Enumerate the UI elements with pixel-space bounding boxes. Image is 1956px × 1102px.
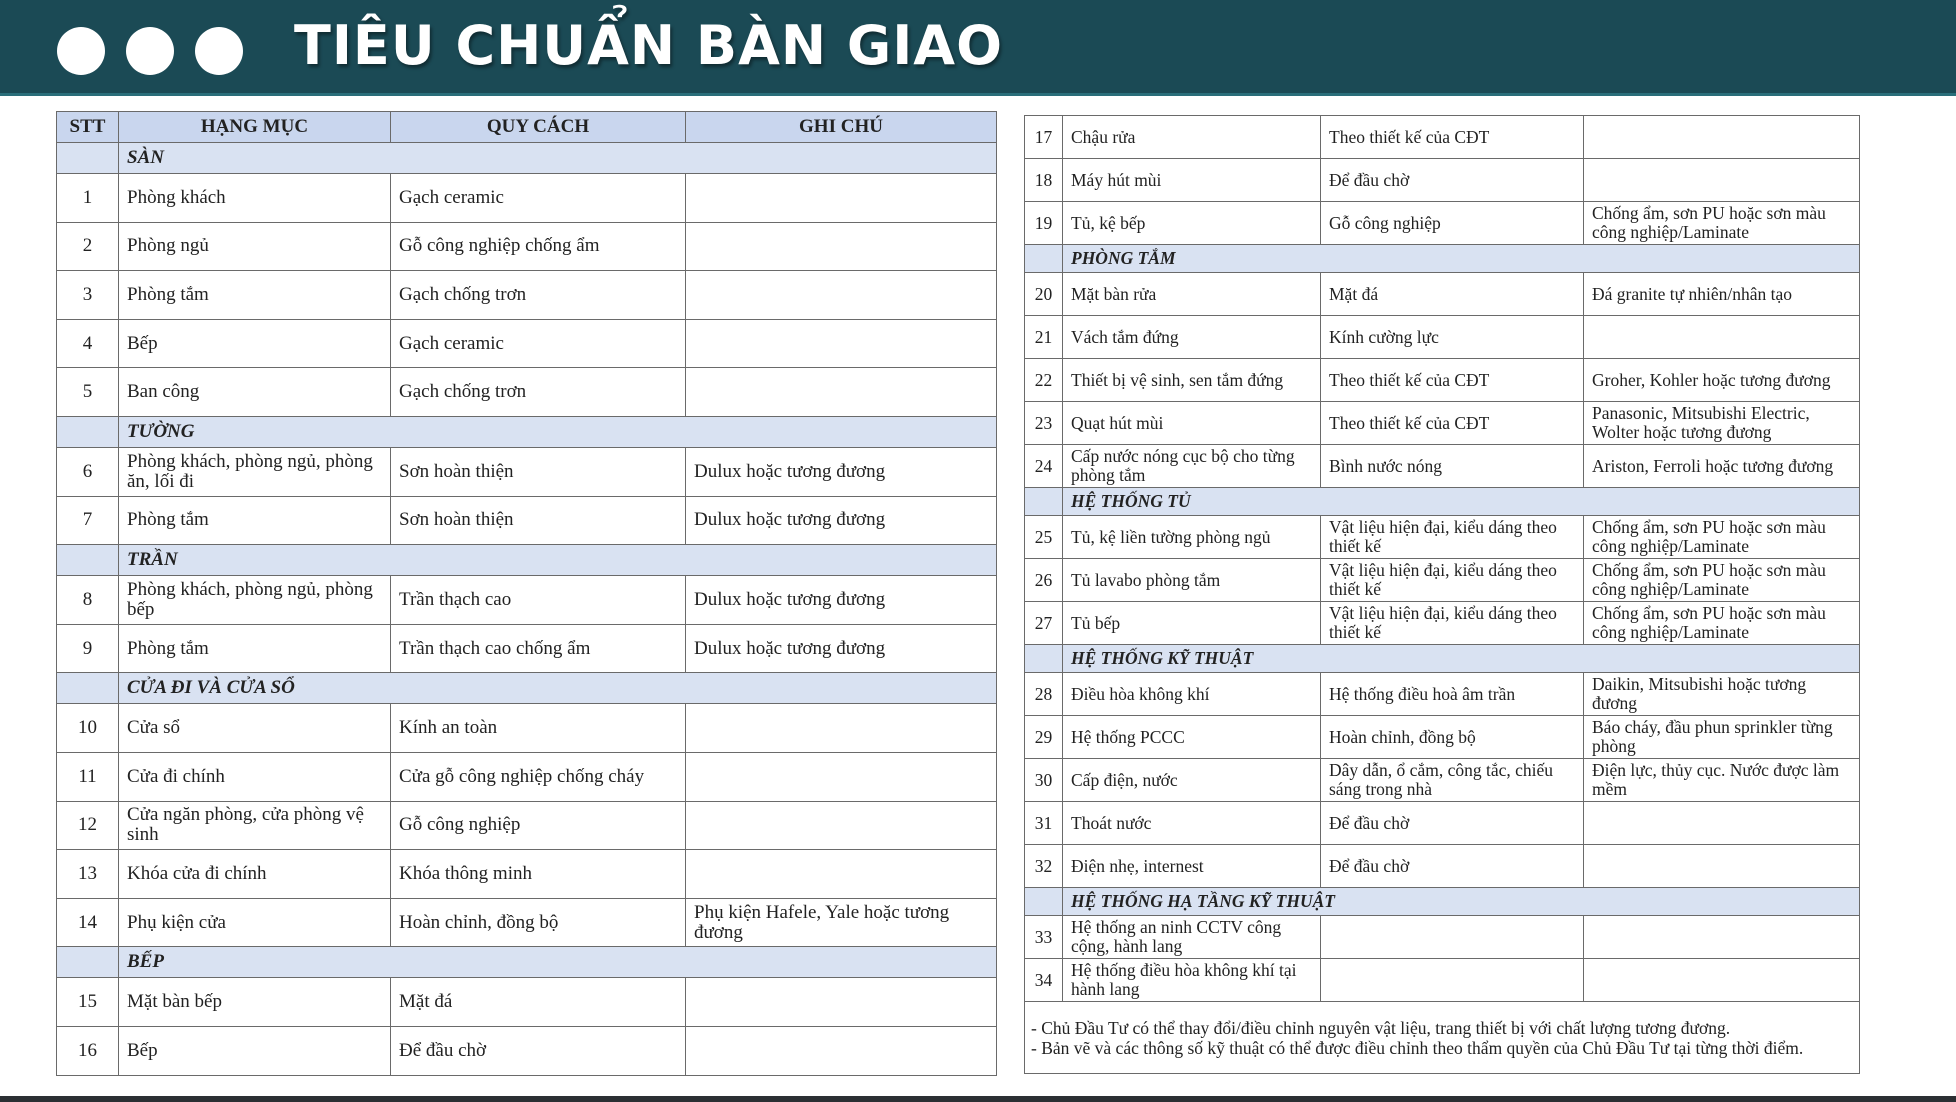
item-cell: Hệ thống an ninh CCTV công cộng, hành lang <box>1063 916 1321 959</box>
circle-icon <box>57 27 105 75</box>
table-row <box>57 222 997 271</box>
item-cell: Mặt bàn rửa <box>1063 273 1321 316</box>
section-stt-cell <box>57 545 119 576</box>
stt-cell: 6 <box>57 447 119 496</box>
note-cell <box>686 271 997 320</box>
item-cell: Phòng tắm <box>119 624 391 673</box>
spec-cell: Mặt đá <box>1321 273 1584 316</box>
note-cell: Chống ẩm, sơn PU hoặc sơn màu công nghiệp/Laminate <box>1584 202 1860 245</box>
handover-table-right <box>1024 115 1860 1074</box>
note-cell: Chống ẩm, sơn PU hoặc sơn màu công nghiệp/Laminate <box>1584 602 1860 645</box>
note-cell <box>686 850 997 899</box>
table-row <box>1025 316 1860 359</box>
item-cell: Phòng tắm <box>119 271 391 320</box>
item-cell: Hệ thống điều hòa không khí tại hành lang <box>1063 959 1321 1002</box>
spec-cell: Vật liệu hiện đại, kiểu dáng theo thiết kế <box>1321 516 1584 559</box>
section-stt-cell <box>1025 488 1063 516</box>
note-cell <box>686 752 997 801</box>
stt-cell: 34 <box>1025 959 1063 1002</box>
note-cell <box>1584 802 1860 845</box>
item-cell: Chậu rửa <box>1063 116 1321 159</box>
note-cell: Panasonic, Mitsubishi Electric, Wolter hoặc tương đương <box>1584 402 1860 445</box>
note-cell <box>686 704 997 753</box>
title-bar <box>0 0 1956 96</box>
table-row <box>57 1026 997 1075</box>
note-cell: Dulux hoặc tương đương <box>686 447 997 496</box>
stt-cell: 19 <box>1025 202 1063 245</box>
table-row <box>1025 802 1860 845</box>
stt-cell: 9 <box>57 624 119 673</box>
spec-cell: Gỗ công nghiệp <box>391 801 686 850</box>
section-row <box>57 416 997 447</box>
table-row <box>57 447 997 496</box>
stt-cell: 21 <box>1025 316 1063 359</box>
table-row <box>1025 445 1860 488</box>
item-cell: Cửa ngăn phòng, cửa phòng vệ sinh <box>119 801 391 850</box>
note-cell <box>1584 316 1860 359</box>
stt-cell: 2 <box>57 222 119 271</box>
stt-cell: 16 <box>57 1026 119 1075</box>
table-row <box>57 319 997 368</box>
section-stt-cell <box>57 673 119 704</box>
note-cell <box>686 319 997 368</box>
stt-cell: 8 <box>57 576 119 625</box>
note-cell: Groher, Kohler hoặc tương đương <box>1584 359 1860 402</box>
section-stt-cell <box>1025 888 1063 916</box>
spec-cell: Gạch chống trơn <box>391 271 686 320</box>
column-header-note: GHI CHÚ <box>686 112 997 143</box>
stt-cell: 32 <box>1025 845 1063 888</box>
spec-cell: Sơn hoàn thiện <box>391 447 686 496</box>
table-row <box>57 752 997 801</box>
page-title: TIÊU CHUẨN BÀN GIAO <box>294 14 1003 77</box>
section-title: TƯỜNG <box>119 416 997 447</box>
spec-cell: Để đầu chờ <box>1321 159 1584 202</box>
table-row <box>1025 716 1860 759</box>
note-cell <box>686 978 997 1027</box>
column-header-spec: QUY CÁCH <box>391 112 686 143</box>
spec-cell: Theo thiết kế của CĐT <box>1321 359 1584 402</box>
table-row <box>1025 516 1860 559</box>
handover-table-left <box>56 111 997 1076</box>
spec-cell: Dây dẫn, ổ cắm, công tắc, chiếu sáng trong nhà <box>1321 759 1584 802</box>
table-row <box>57 496 997 545</box>
item-cell: Tủ, kệ bếp <box>1063 202 1321 245</box>
stt-cell: 12 <box>57 801 119 850</box>
item-cell: Phụ kiện cửa <box>119 898 391 947</box>
note-cell <box>686 801 997 850</box>
table-row <box>57 978 997 1027</box>
table-row <box>1025 159 1860 202</box>
section-title: TRẦN <box>119 545 997 576</box>
table-row <box>57 704 997 753</box>
section-row <box>1025 645 1860 673</box>
section-stt-cell <box>1025 245 1063 273</box>
item-cell: Tủ lavabo phòng tắm <box>1063 559 1321 602</box>
table-row <box>1025 673 1860 716</box>
spec-cell: Để đầu chờ <box>391 1026 686 1075</box>
note-cell: Dulux hoặc tương đương <box>686 624 997 673</box>
section-stt-cell <box>57 416 119 447</box>
note-cell: Chống ẩm, sơn PU hoặc sơn màu công nghiệp/Laminate <box>1584 559 1860 602</box>
item-cell: Điện nhẹ, internest <box>1063 845 1321 888</box>
note-cell <box>1584 116 1860 159</box>
spec-cell: Trần thạch cao chống ẩm <box>391 624 686 673</box>
stt-cell: 31 <box>1025 802 1063 845</box>
spec-cell: Theo thiết kế của CĐT <box>1321 402 1584 445</box>
note-cell <box>1584 845 1860 888</box>
stt-cell: 22 <box>1025 359 1063 402</box>
spec-cell: Cửa gỗ công nghiệp chống cháy <box>391 752 686 801</box>
stt-cell: 26 <box>1025 559 1063 602</box>
spec-cell: Kính an toàn <box>391 704 686 753</box>
section-title: PHÒNG TẮM <box>1063 245 1860 273</box>
section-row <box>57 673 997 704</box>
item-cell: Bếp <box>119 1026 391 1075</box>
spec-cell: Vật liệu hiện đại, kiểu dáng theo thiết kế <box>1321 602 1584 645</box>
stt-cell: 20 <box>1025 273 1063 316</box>
section-stt-cell <box>57 143 119 174</box>
table-row <box>1025 916 1860 959</box>
stt-cell: 13 <box>57 850 119 899</box>
note-cell <box>1584 159 1860 202</box>
stt-cell: 28 <box>1025 673 1063 716</box>
section-stt-cell <box>57 947 119 978</box>
spec-cell: Kính cường lực <box>1321 316 1584 359</box>
table-row <box>57 368 997 417</box>
circle-icon <box>195 27 243 75</box>
bottom-bar <box>0 1096 1956 1102</box>
spec-cell: Bình nước nóng <box>1321 445 1584 488</box>
spec-cell: Theo thiết kế của CĐT <box>1321 116 1584 159</box>
stt-cell: 3 <box>57 271 119 320</box>
section-title: CỬA ĐI VÀ CỬA SỔ <box>119 673 997 704</box>
item-cell: Tủ bếp <box>1063 602 1321 645</box>
section-stt-cell <box>1025 645 1063 673</box>
column-header-stt: STT <box>57 112 119 143</box>
stt-cell: 27 <box>1025 602 1063 645</box>
column-header-item: HẠNG MỤC <box>119 112 391 143</box>
stt-cell: 14 <box>57 898 119 947</box>
note-cell: Chống ẩm, sơn PU hoặc sơn màu công nghiệp/Laminate <box>1584 516 1860 559</box>
table-row <box>1025 559 1860 602</box>
section-title: BẾP <box>119 947 997 978</box>
note-cell: Dulux hoặc tương đương <box>686 496 997 545</box>
stt-cell: 23 <box>1025 402 1063 445</box>
table-row <box>1025 273 1860 316</box>
table-row <box>57 801 997 850</box>
item-cell: Phòng khách, phòng ngủ, phòng bếp <box>119 576 391 625</box>
stt-cell: 30 <box>1025 759 1063 802</box>
stt-cell: 17 <box>1025 116 1063 159</box>
item-cell: Khóa cửa đi chính <box>119 850 391 899</box>
table-header-row <box>57 112 997 143</box>
stt-cell: 15 <box>57 978 119 1027</box>
section-title: HỆ THỐNG TỦ <box>1063 488 1860 516</box>
spec-cell: Sơn hoàn thiện <box>391 496 686 545</box>
note-cell: Báo cháy, đầu phun sprinkler từng phòng <box>1584 716 1860 759</box>
note-cell: Daikin, Mitsubishi hoặc tương đương <box>1584 673 1860 716</box>
spec-cell: Gạch chống trơn <box>391 368 686 417</box>
table-row <box>1025 202 1860 245</box>
table-row <box>1025 959 1860 1002</box>
table-row <box>1025 359 1860 402</box>
item-cell: Quạt hút mùi <box>1063 402 1321 445</box>
stt-cell: 29 <box>1025 716 1063 759</box>
section-row <box>57 947 997 978</box>
item-cell: Cửa đi chính <box>119 752 391 801</box>
table-row <box>57 850 997 899</box>
stt-cell: 33 <box>1025 916 1063 959</box>
note-cell <box>686 1026 997 1075</box>
item-cell: Mặt bàn bếp <box>119 978 391 1027</box>
stt-cell: 4 <box>57 319 119 368</box>
spec-cell <box>1321 916 1584 959</box>
section-title: HỆ THỐNG KỸ THUẬT <box>1063 645 1860 673</box>
footnotes <box>1025 1002 1860 1074</box>
spec-cell: Gỗ công nghiệp <box>1321 202 1584 245</box>
item-cell: Thoát nước <box>1063 802 1321 845</box>
note-cell: Đá granite tự nhiên/nhân tạo <box>1584 273 1860 316</box>
note-cell <box>686 368 997 417</box>
note-cell: Ariston, Ferroli hoặc tương đương <box>1584 445 1860 488</box>
item-cell: Cấp điện, nước <box>1063 759 1321 802</box>
note-cell <box>1584 959 1860 1002</box>
stt-cell: 1 <box>57 174 119 223</box>
item-cell: Phòng khách <box>119 174 391 223</box>
spec-cell: Vật liệu hiện đại, kiểu dáng theo thiết kế <box>1321 559 1584 602</box>
stt-cell: 24 <box>1025 445 1063 488</box>
note-cell: Phụ kiện Hafele, Yale hoặc tương đương <box>686 898 997 947</box>
stt-cell: 11 <box>57 752 119 801</box>
item-cell: Cửa sổ <box>119 704 391 753</box>
section-row <box>1025 488 1860 516</box>
item-cell: Ban công <box>119 368 391 417</box>
item-cell: Phòng khách, phòng ngủ, phòng ăn, lối đi <box>119 447 391 496</box>
section-row <box>57 545 997 576</box>
stt-cell: 7 <box>57 496 119 545</box>
section-row <box>1025 888 1860 916</box>
spec-cell: Khóa thông minh <box>391 850 686 899</box>
table-row <box>57 576 997 625</box>
circle-icon <box>126 27 174 75</box>
item-cell: Hệ thống PCCC <box>1063 716 1321 759</box>
item-cell: Phòng tắm <box>119 496 391 545</box>
spec-cell: Gạch ceramic <box>391 319 686 368</box>
table-row <box>1025 402 1860 445</box>
section-row <box>1025 245 1860 273</box>
note-cell <box>686 174 997 223</box>
spec-cell: Để đầu chờ <box>1321 802 1584 845</box>
item-cell: Bếp <box>119 319 391 368</box>
item-cell: Cấp nước nóng cục bộ cho từng phòng tắm <box>1063 445 1321 488</box>
stt-cell: 5 <box>57 368 119 417</box>
note-cell <box>1584 916 1860 959</box>
section-title: SÀN <box>119 143 997 174</box>
table-row <box>57 624 997 673</box>
spec-cell: Gỗ công nghiệp chống ẩm <box>391 222 686 271</box>
spec-cell <box>1321 959 1584 1002</box>
stt-cell: 18 <box>1025 159 1063 202</box>
stt-cell: 25 <box>1025 516 1063 559</box>
note-cell: Điện lực, thủy cục. Nước được làm mềm <box>1584 759 1860 802</box>
item-cell: Vách tắm đứng <box>1063 316 1321 359</box>
spec-cell: Mặt đá <box>391 978 686 1027</box>
table-row <box>1025 116 1860 159</box>
note-cell: Dulux hoặc tương đương <box>686 576 997 625</box>
spec-cell: Để đầu chờ <box>1321 845 1584 888</box>
item-cell: Phòng ngủ <box>119 222 391 271</box>
spec-cell: Gạch ceramic <box>391 174 686 223</box>
item-cell: Thiết bị vệ sinh, sen tắm đứng <box>1063 359 1321 402</box>
section-title: HỆ THỐNG HẠ TẦNG KỸ THUẬT <box>1063 888 1860 916</box>
table-row <box>57 174 997 223</box>
spec-cell: Hoàn chỉnh, đồng bộ <box>1321 716 1584 759</box>
spec-cell: Hoàn chỉnh, đồng bộ <box>391 898 686 947</box>
table-row <box>1025 759 1860 802</box>
note-cell <box>686 222 997 271</box>
section-row <box>57 143 997 174</box>
stt-cell: 10 <box>57 704 119 753</box>
spec-cell: Trần thạch cao <box>391 576 686 625</box>
spec-cell: Hệ thống điều hoà âm trần <box>1321 673 1584 716</box>
item-cell: Điều hòa không khí <box>1063 673 1321 716</box>
item-cell: Máy hút mùi <box>1063 159 1321 202</box>
notes-row <box>1025 1002 1860 1074</box>
item-cell: Tủ, kệ liền tường phòng ngủ <box>1063 516 1321 559</box>
table-row <box>1025 602 1860 645</box>
table-row <box>1025 845 1860 888</box>
footnote: - Bản vẽ và các thông số kỹ thuật có thể được điều chỉnh theo thẩm quyền của Chủ Đầu Tư tại từng thời điểm. <box>1031 1037 1804 1058</box>
footnote: - Chủ Đầu Tư có thể thay đổi/điều chỉnh nguyên vật liệu, trang thiết bị với chất lượng tương đương. <box>1031 1017 1731 1038</box>
table-row <box>57 898 997 947</box>
table-row <box>57 271 997 320</box>
